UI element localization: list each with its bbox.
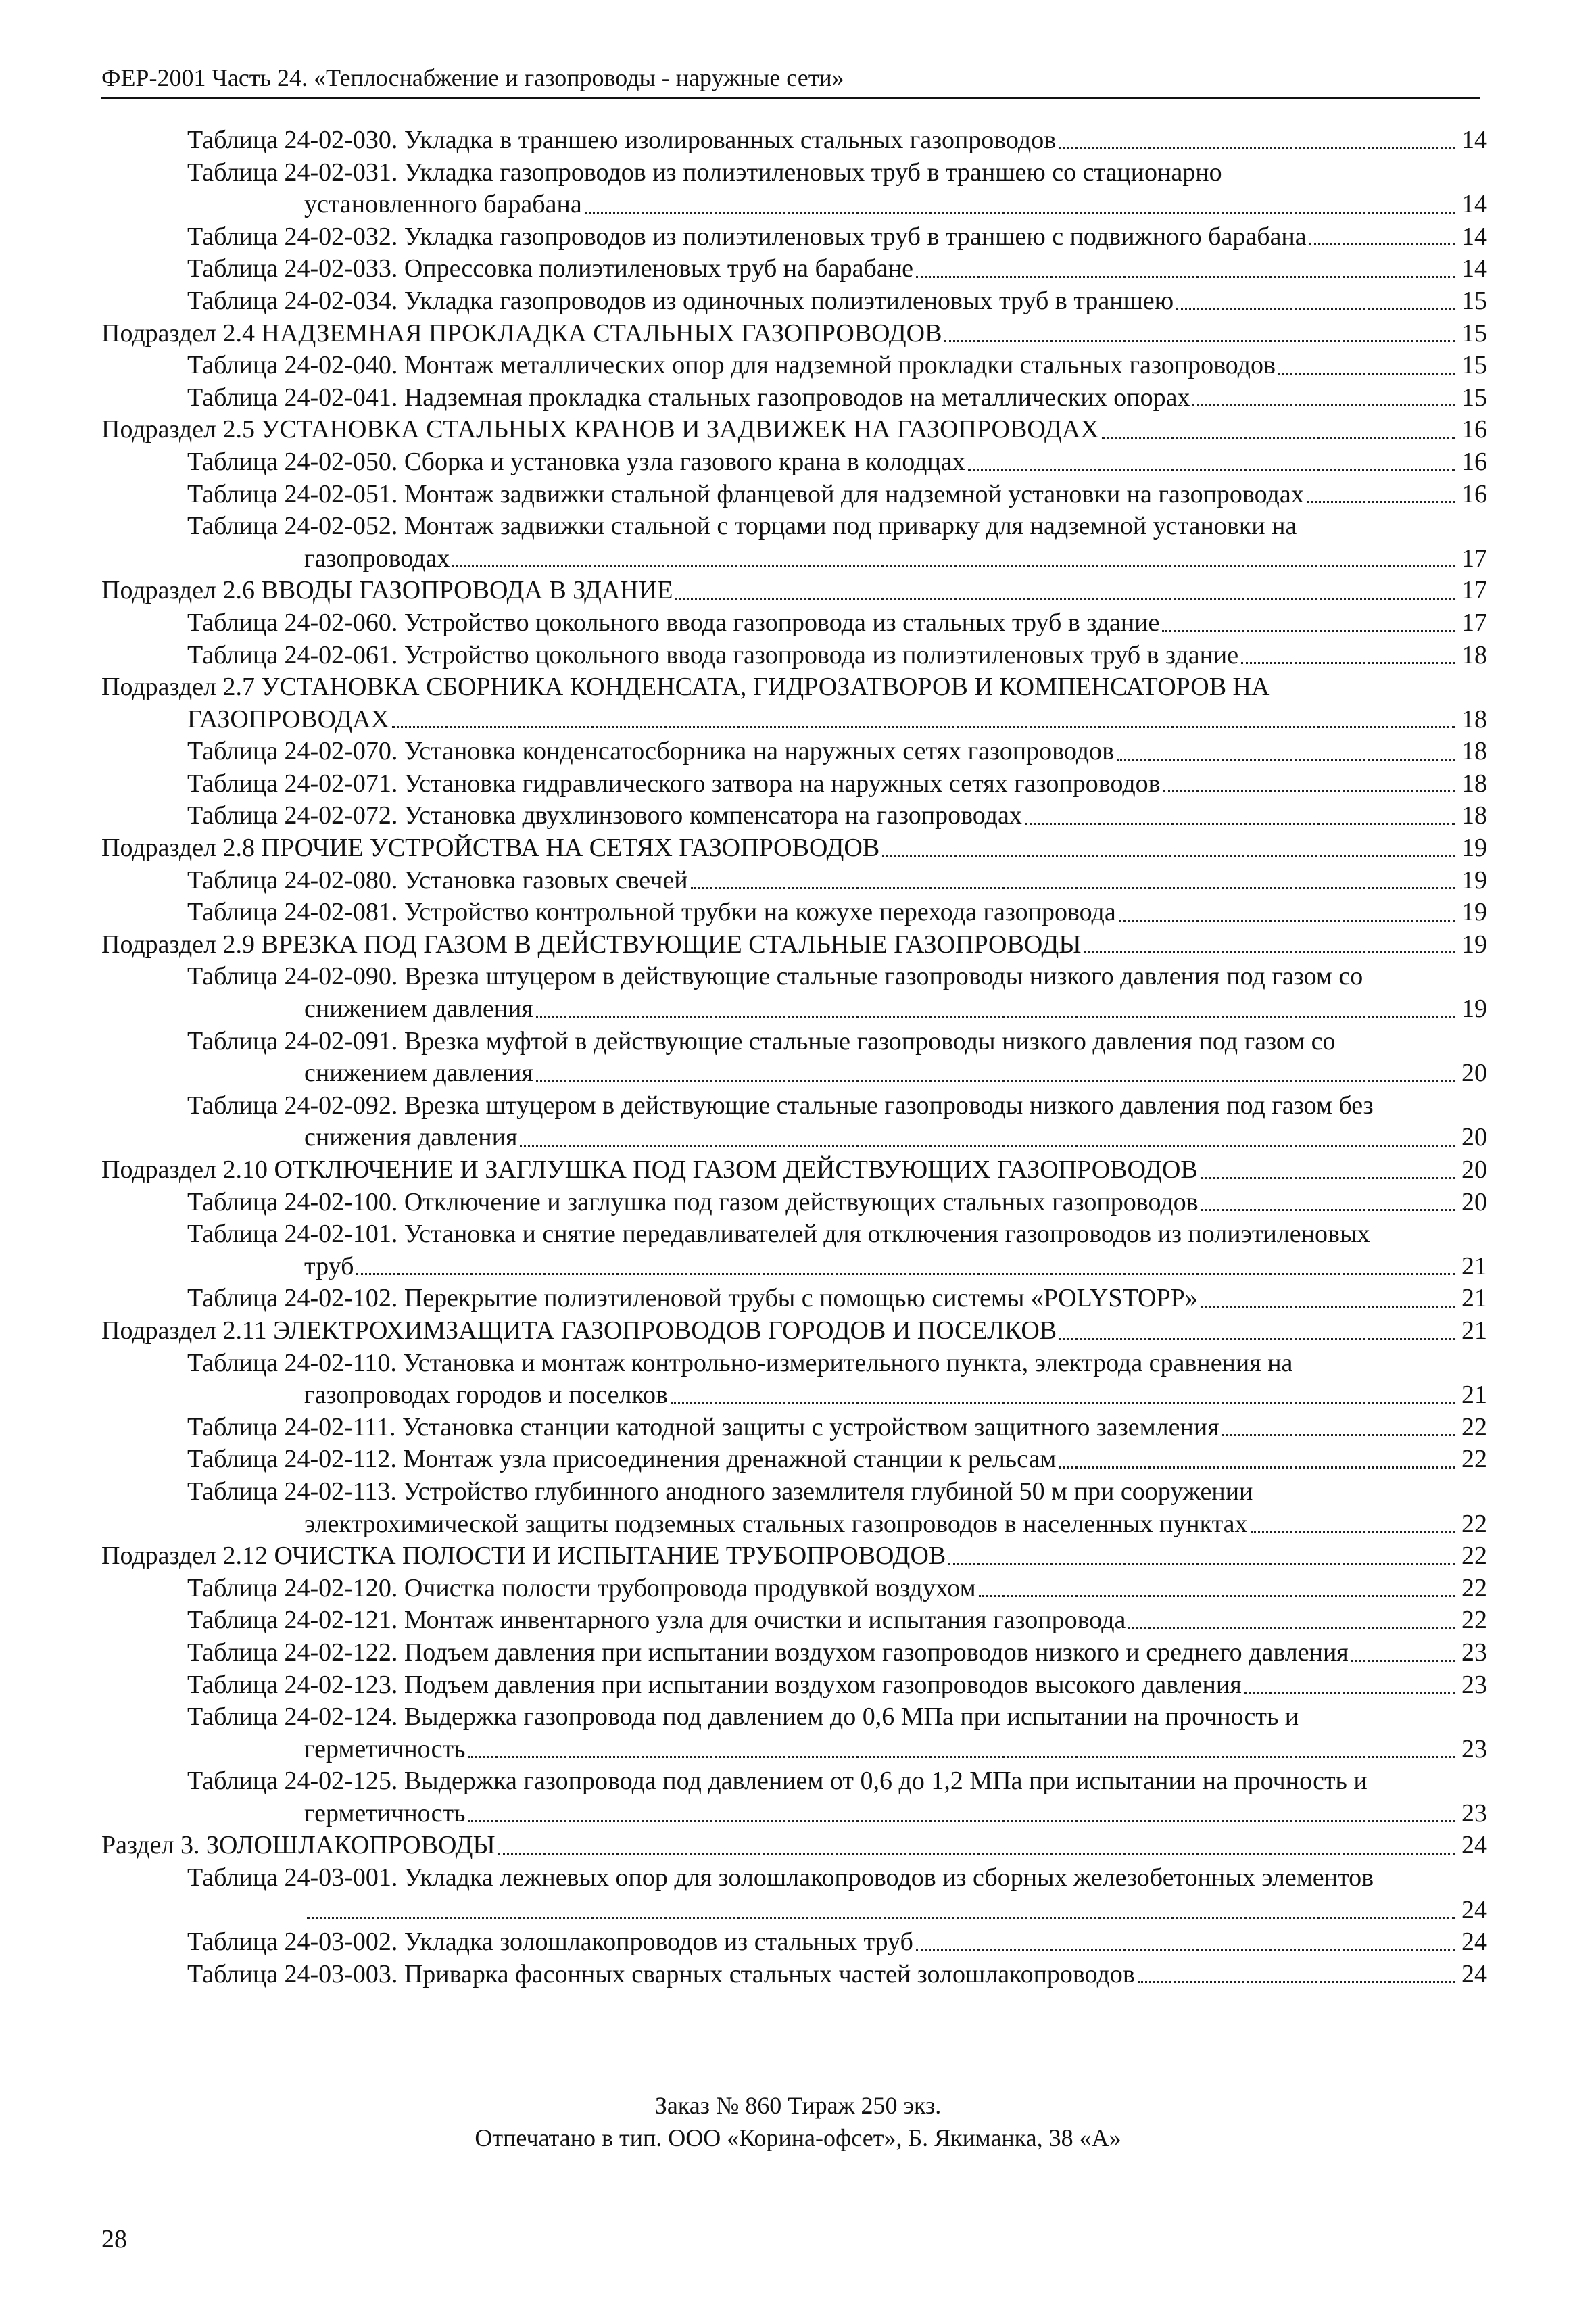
toc-page-number: 16 (1461, 415, 1487, 444)
toc-table-title: Таблица 24-03-003. Приварка фасонных сварных стальных частей золошлакопроводов (187, 1959, 1135, 1988)
toc-section-entry[interactable] (101, 832, 1487, 865)
toc-table-entry[interactable] (101, 1765, 1487, 1830)
dot-leader (968, 469, 1455, 471)
toc-section-title: ГАЗОПРОВОДАХ (187, 705, 389, 734)
toc-line (101, 704, 1487, 736)
toc-section-entry[interactable] (101, 929, 1487, 961)
dot-leader (1059, 1466, 1455, 1469)
toc-page-number: 21 (1461, 1284, 1487, 1313)
toc-line (101, 1669, 1487, 1702)
dot-leader (979, 1594, 1455, 1597)
dot-leader (944, 339, 1455, 342)
toc-line (101, 575, 1487, 607)
dot-leader (1128, 1627, 1455, 1629)
toc-section-title: Подраздел 2.10 ОТКЛЮЧЕНИЕ И ЗАГЛУШКА ПОД ГАЗОМ ДЕЙСТВУЮЩИХ ГАЗОПРОВОДОВ (101, 1155, 1198, 1184)
toc-page-number: 18 (1461, 705, 1487, 734)
toc-table-title: Таблица 24-02-102. Перекрытие полиэтиленовой трубы с помощью системы «POLYSTOPP» (187, 1284, 1198, 1313)
toc-line (101, 1540, 1487, 1573)
dot-leader (1138, 1980, 1455, 1983)
toc-line (101, 832, 1487, 865)
toc-table-entry[interactable] (101, 1604, 1487, 1637)
toc-table-entry[interactable] (101, 1476, 1487, 1540)
toc-page-number: 22 (1461, 1509, 1487, 1538)
toc-table-entry[interactable] (101, 446, 1487, 479)
toc-table-title: труб (304, 1251, 354, 1281)
dot-leader (356, 1272, 1455, 1275)
toc-line (101, 1122, 1487, 1154)
toc-table-title: Таблица 24-02-120. Очистка полости трубопровода продувкой воздухом (187, 1573, 976, 1602)
dot-leader (1059, 1337, 1455, 1340)
toc-page-number: 15 (1461, 351, 1487, 380)
toc-line (101, 1218, 1487, 1251)
toc-page-number: 20 (1461, 1123, 1487, 1152)
dot-leader (1222, 1433, 1455, 1436)
toc-line (101, 543, 1487, 575)
dot-leader (691, 886, 1455, 889)
toc-line (101, 736, 1487, 768)
toc-page-number: 20 (1461, 1187, 1487, 1216)
toc-line (101, 993, 1487, 1026)
toc-page-number: 15 (1461, 383, 1487, 412)
toc-page-number: 19 (1461, 834, 1487, 863)
toc-table-title: Таблица 24-02-040. Монтаж металлических опор для надземной прокладки стальных газопроводов (187, 351, 1276, 380)
toc-line (101, 253, 1487, 285)
toc-table-title: Таблица 24-02-051. Монтаж задвижки стальной фланцевой для надземной установки на газопроводах (187, 479, 1304, 508)
printing-info: Отпечатано в тип. ООО «Корина-офсет», Б. Якиманка, 38 «А» (475, 2124, 1121, 2151)
toc-line (101, 479, 1487, 511)
toc-page-number: 14 (1461, 254, 1487, 283)
toc-page-number: 18 (1461, 640, 1487, 669)
dot-leader (1278, 372, 1455, 375)
toc-table-entry[interactable] (101, 1959, 1487, 1991)
dot-leader (1201, 1208, 1455, 1211)
dot-leader (1059, 147, 1455, 149)
toc-page-number: 21 (1461, 1251, 1487, 1281)
toc-page-number: 15 (1461, 286, 1487, 315)
toc-line (101, 1443, 1487, 1476)
dot-leader (1162, 629, 1455, 632)
toc-table-title: Таблица 24-02-032. Укладка газопроводов из полиэтиленовых труб в траншею с подвижного барабана (187, 222, 1307, 251)
toc-table-title: Таблица 24-02-072. Установка двухлинзового компенсатора на газопроводах (187, 801, 1022, 830)
toc-table-title: установленного барабана (304, 190, 582, 219)
toc-table-entry[interactable] (101, 1187, 1487, 1219)
dot-leader (536, 1016, 1455, 1018)
toc-line (101, 768, 1487, 801)
toc-table-title: Таблица 24-02-052. Монтаж задвижки стальной с торцами под приварку для надземной установки на (187, 512, 1297, 541)
toc-page-number: 22 (1461, 1606, 1487, 1635)
toc-line (101, 189, 1487, 221)
toc-line (101, 1508, 1487, 1541)
toc-line (101, 350, 1487, 382)
toc-table-entry[interactable] (101, 382, 1487, 414)
toc-line (101, 510, 1487, 543)
toc-table-entry[interactable] (101, 350, 1487, 382)
running-header: ФЕР-2001 Часть 24. «Теплоснабжение и газопроводы - наружные сети» (101, 62, 1480, 99)
toc-page-number: 17 (1461, 576, 1487, 605)
toc-table-entry[interactable] (101, 607, 1487, 640)
dot-leader (1241, 661, 1455, 664)
toc-line (101, 1154, 1487, 1187)
toc-table-entry[interactable] (101, 285, 1487, 318)
toc-line (101, 865, 1487, 897)
toc-line (101, 1476, 1487, 1508)
toc-page-number: 23 (1461, 1734, 1487, 1763)
toc-page-number: 21 (1461, 1381, 1487, 1410)
toc-table-title: Таблица 24-02-110. Установка и монтаж контрольно-измерительного пункта, электрода сравнения на (187, 1348, 1293, 1377)
toc-table-entry[interactable] (101, 1862, 1487, 1926)
toc-line (101, 1765, 1487, 1798)
dot-leader (585, 211, 1455, 214)
toc-table-title: Таблица 24-02-050. Сборка и установка узла газового крана в колодцах (187, 447, 965, 476)
toc-line (101, 414, 1487, 446)
toc-section-entry[interactable] (101, 575, 1487, 607)
toc-table-title: Таблица 24-02-081. Устройство контрольной трубки на кожухе перехода газопровода (187, 898, 1116, 927)
dot-leader (1119, 919, 1455, 922)
toc-table-title: Таблица 24-03-001. Укладка лежневых опор для золошлакопроводов из сборных железобетонных элементов (187, 1863, 1374, 1892)
toc-section-title: Подраздел 2.5 УСТАНОВКА СТАЛЬНЫХ КРАНОВ И ЗАДВИЖЕК НА ГАЗОПРОВОДАХ (101, 415, 1099, 444)
toc-section-entry[interactable] (101, 414, 1487, 446)
toc-section-title: Подраздел 2.6 ВВОДЫ ГАЗОПРОВОДА В ЗДАНИЕ (101, 576, 673, 605)
toc-table-entry[interactable] (101, 1926, 1487, 1959)
toc-page-number: 16 (1461, 447, 1487, 476)
toc-page-number: 15 (1461, 318, 1487, 348)
toc-table-title: газопроводах городов и поселков (304, 1381, 668, 1410)
toc-table-entry[interactable] (101, 736, 1487, 768)
toc-section-title: Подраздел 2.12 ОЧИСТКА ПОЛОСТИ И ИСПЫТАНИЕ ТРУБОПРОВОДОВ (101, 1542, 946, 1571)
toc-table-entry[interactable] (101, 1026, 1487, 1090)
toc-table-entry[interactable] (101, 961, 1487, 1025)
toc-section-title: Раздел 3. ЗОЛОШЛАКОПРОВОДЫ (101, 1831, 495, 1860)
dot-leader (1251, 1530, 1455, 1533)
toc-page-number: 17 (1461, 544, 1487, 573)
toc-table-title: Таблица 24-02-101. Установка и снятие передавливателей для отключения газопроводов из полиэтиленовых (187, 1220, 1370, 1249)
toc-line (101, 640, 1487, 672)
toc-line (101, 1798, 1487, 1830)
dot-leader (675, 597, 1455, 600)
toc-line (101, 221, 1487, 254)
toc-line (101, 1283, 1487, 1315)
toc-table-title: Таблица 24-02-111. Установка станции катодной защиты с устройством защитного заземления (187, 1412, 1219, 1441)
toc-table-title: Таблица 24-02-125. Выдержка газопровода под давлением от 0,6 до 1,2 МПа при испытании на прочность и (187, 1767, 1368, 1796)
toc-page-number: 24 (1461, 1895, 1487, 1924)
dot-leader (1117, 758, 1455, 761)
toc-line (101, 800, 1487, 832)
toc-page-number: 21 (1461, 1316, 1487, 1345)
dot-leader (307, 1916, 1455, 1919)
toc-line (101, 1573, 1487, 1605)
toc-page-number: 23 (1461, 1798, 1487, 1828)
toc-table-entry[interactable] (101, 1283, 1487, 1315)
dot-leader (1307, 500, 1455, 503)
toc-section-entry[interactable] (101, 1315, 1487, 1347)
dot-leader (452, 565, 1455, 567)
toc-line (101, 285, 1487, 318)
toc-table-title: Таблица 24-02-121. Монтаж инвентарного узла для очистки и испытания газопровода (187, 1606, 1126, 1635)
toc-table-title: Таблица 24-02-124. Выдержка газопровода под давлением до 0,6 МПа при испытании на прочность и (187, 1702, 1299, 1732)
dot-leader (520, 1144, 1455, 1147)
toc-table-title: Таблица 24-02-091. Врезка муфтой в действующие стальные газопроводы низкого давления под газом со (187, 1026, 1336, 1055)
toc-line (101, 1315, 1487, 1347)
toc-table-entry[interactable] (101, 479, 1487, 511)
toc-table-title: Таблица 24-02-112. Монтаж узла присоединения дренажной станции к рельсам (187, 1445, 1057, 1474)
toc-line (101, 1251, 1487, 1283)
toc-table-title: Таблица 24-02-034. Укладка газопроводов из одиночных полиэтиленовых труб в траншею (187, 286, 1174, 315)
toc-line (101, 1830, 1487, 1862)
toc-table-entry[interactable] (101, 1218, 1487, 1283)
dot-leader (468, 1755, 1455, 1758)
toc-section-entry[interactable] (101, 671, 1487, 736)
dot-leader (1244, 1691, 1455, 1694)
toc-page-number: 20 (1461, 1155, 1487, 1184)
toc-table-title: Таблица 24-02-041. Надземная прокладка стальных газопроводов на металлических опорах (187, 383, 1190, 412)
dot-leader (916, 1949, 1455, 1951)
dot-leader (1351, 1659, 1455, 1662)
dot-leader (1201, 1305, 1455, 1308)
dot-leader (1309, 243, 1455, 245)
toc-table-entry[interactable] (101, 1573, 1487, 1605)
toc-table-title: электрохимической защиты подземных стальных газопроводов в населенных пунктах (304, 1509, 1248, 1538)
toc-table-title: Таблица 24-02-060. Устройство цокольного ввода газопровода из стальных труб в здание (187, 608, 1160, 637)
toc-line (101, 929, 1487, 961)
toc-section-title: Подраздел 2.4 НАДЗЕМНАЯ ПРОКЛАДКА СТАЛЬНЫХ ГАЗОПРОВОДОВ (101, 318, 942, 348)
toc-table-entry[interactable] (101, 1443, 1487, 1476)
toc-line (101, 1090, 1487, 1122)
toc-page-number: 24 (1461, 1928, 1487, 1957)
toc-table-title: Таблица 24-02-123. Подъем давления при испытании воздухом газопроводов высокого давления (187, 1670, 1242, 1699)
toc-line (101, 1604, 1487, 1637)
toc-table-entry[interactable] (101, 1669, 1487, 1702)
toc-line (101, 1187, 1487, 1219)
toc-line (101, 1894, 1487, 1927)
toc-line (101, 1026, 1487, 1058)
toc-table-entry[interactable] (101, 510, 1487, 575)
toc-table-title: Таблица 24-02-113. Устройство глубинного анодного заземлителя глубиной 50 м при сооружении (187, 1477, 1253, 1506)
toc-line (101, 961, 1487, 993)
dot-leader (916, 275, 1455, 278)
toc-table-title: Таблица 24-02-070. Установка конденсатосборника на наружных сетях газопроводов (187, 737, 1115, 766)
toc-page-number: 18 (1461, 801, 1487, 830)
toc-page-number: 23 (1461, 1670, 1487, 1699)
toc-table-entry[interactable] (101, 253, 1487, 285)
toc-table-entry[interactable] (101, 157, 1487, 221)
dot-leader (1102, 436, 1455, 439)
toc-page-number: 18 (1461, 737, 1487, 766)
toc-section-entry[interactable] (101, 1830, 1487, 1862)
toc-table-title: Таблица 24-02-100. Отключение и заглушка под газом действующих стальных газопроводов (187, 1187, 1199, 1216)
toc-table-entry[interactable] (101, 124, 1487, 157)
toc-table-entry[interactable] (101, 1412, 1487, 1444)
toc-line (101, 1412, 1487, 1444)
toc-page-number: 23 (1461, 1638, 1487, 1667)
toc-table-title: снижением давления (304, 1059, 533, 1088)
toc-page-number: 19 (1461, 865, 1487, 894)
toc-line (101, 157, 1487, 189)
toc-table-entry[interactable] (101, 1637, 1487, 1669)
toc-line (101, 1637, 1487, 1669)
toc-table-title: Таблица 24-02-080. Установка газовых свечей (187, 865, 688, 894)
toc-page-number: 24 (1461, 1831, 1487, 1860)
toc-line (101, 382, 1487, 414)
toc-table-title: снижения давления (304, 1123, 518, 1152)
toc-table-entry[interactable] (101, 1090, 1487, 1154)
toc-table-entry[interactable] (101, 640, 1487, 672)
dot-leader (1163, 790, 1455, 792)
dot-leader (498, 1852, 1455, 1855)
dot-leader (1201, 1176, 1455, 1179)
toc-page-number: 22 (1461, 1412, 1487, 1441)
dot-leader (671, 1402, 1455, 1404)
toc-table-title: Таблица 24-02-031. Укладка газопроводов из полиэтиленовых труб в траншею со стационарно (187, 158, 1222, 187)
toc-table-title: Таблица 24-03-002. Укладка золошлакопроводов из стальных труб (187, 1928, 913, 1957)
toc-line (101, 1862, 1487, 1894)
toc-line (101, 1959, 1487, 1991)
toc-table-entry[interactable] (101, 1347, 1487, 1412)
toc-table-title: Таблица 24-02-090. Врезка штуцером в действующие стальные газопроводы низкого давления под газом со (187, 962, 1363, 991)
order-info: Заказ № 860 Тираж 250 экз. (654, 2092, 942, 2119)
dot-leader (1192, 404, 1455, 406)
toc-table-entry[interactable] (101, 865, 1487, 897)
toc-table-title: Таблица 24-02-122. Подъем давления при испытании воздухом газопроводов низкого и среднего давления (187, 1638, 1349, 1667)
toc-line (101, 1926, 1487, 1959)
toc-page-number: 24 (1461, 1959, 1487, 1988)
toc-table-title: снижением давления (304, 995, 533, 1024)
toc-section-entry[interactable] (101, 1154, 1487, 1187)
dot-leader (1176, 308, 1455, 310)
toc-section-title: Подраздел 2.9 ВРЕЗКА ПОД ГАЗОМ В ДЕЙСТВУЮЩИЕ СТАЛЬНЫЕ ГАЗОПРОВОДЫ (101, 930, 1082, 959)
toc-table-title: Таблица 24-02-092. Врезка штуцером в действующие стальные газопроводы низкого давления под газом без (187, 1091, 1374, 1120)
toc-page-number: 18 (1461, 769, 1487, 798)
toc-line (101, 897, 1487, 929)
toc-table-title: Таблица 24-02-071. Установка гидравлического затвора на наружных сетях газопроводов (187, 769, 1161, 798)
toc-line (101, 1057, 1487, 1090)
toc-page-number: 20 (1461, 1059, 1487, 1088)
toc-line (101, 124, 1487, 157)
toc-line (101, 318, 1487, 350)
toc-section-title: Подраздел 2.11 ЭЛЕКТРОХИМЗАЩИТА ГАЗОПРОВОДОВ ГОРОДОВ И ПОСЕЛКОВ (101, 1316, 1057, 1345)
toc-section-title: Подраздел 2.8 ПРОЧИЕ УСТРОЙСТВА НА СЕТЯХ ГАЗОПРОВОДОВ (101, 834, 880, 863)
toc-page-number: 14 (1461, 190, 1487, 219)
toc-page-number: 19 (1461, 995, 1487, 1024)
toc-table-title: Таблица 24-02-033. Опрессовка полиэтиленовых труб на барабане (187, 254, 913, 283)
toc-table-title: газопроводах (304, 544, 450, 573)
toc-table-title: герметичность (304, 1798, 466, 1828)
dot-leader (1025, 822, 1455, 825)
toc-page-number: 14 (1461, 222, 1487, 251)
dot-leader (882, 855, 1455, 857)
toc-section-title: Подраздел 2.7 УСТАНОВКА СБОРНИКА КОНДЕНСАТА, ГИДРОЗАТВОРОВ И КОМПЕНСАТОРОВ НА (101, 673, 1270, 702)
dot-leader (468, 1819, 1455, 1822)
page-number: 28 (101, 2225, 127, 2253)
table-of-contents (101, 124, 1487, 1990)
toc-table-title: герметичность (304, 1734, 466, 1763)
toc-table-entry[interactable] (101, 800, 1487, 832)
toc-page-number: 22 (1461, 1445, 1487, 1474)
dot-leader (948, 1562, 1455, 1565)
toc-section-entry[interactable] (101, 318, 1487, 350)
toc-line (101, 446, 1487, 479)
toc-line (101, 1379, 1487, 1412)
toc-section-entry[interactable] (101, 1540, 1487, 1573)
toc-table-entry[interactable] (101, 1701, 1487, 1765)
toc-table-entry[interactable] (101, 897, 1487, 929)
toc-table-title: Таблица 24-02-061. Устройство цокольного ввода газопровода из полиэтиленовых труб в здание (187, 640, 1239, 669)
toc-page-number: 19 (1461, 930, 1487, 959)
toc-table-entry[interactable] (101, 221, 1487, 254)
dot-leader (536, 1080, 1455, 1082)
toc-line (101, 1734, 1487, 1766)
toc-table-entry[interactable] (101, 768, 1487, 801)
toc-page-number: 14 (1461, 126, 1487, 154)
toc-line (101, 671, 1487, 704)
toc-page-number: 22 (1461, 1573, 1487, 1602)
toc-table-title: Таблица 24-02-030. Укладка в траншею изолированных стальных газопроводов (187, 126, 1057, 154)
dot-leader (392, 725, 1455, 728)
toc-line (101, 607, 1487, 640)
toc-line (101, 1701, 1487, 1734)
toc-page-number: 16 (1461, 479, 1487, 508)
toc-line (101, 1347, 1487, 1380)
toc-page-number: 17 (1461, 608, 1487, 637)
toc-page-number: 19 (1461, 898, 1487, 927)
dot-leader (1084, 951, 1455, 953)
toc-page-number: 22 (1461, 1542, 1487, 1571)
